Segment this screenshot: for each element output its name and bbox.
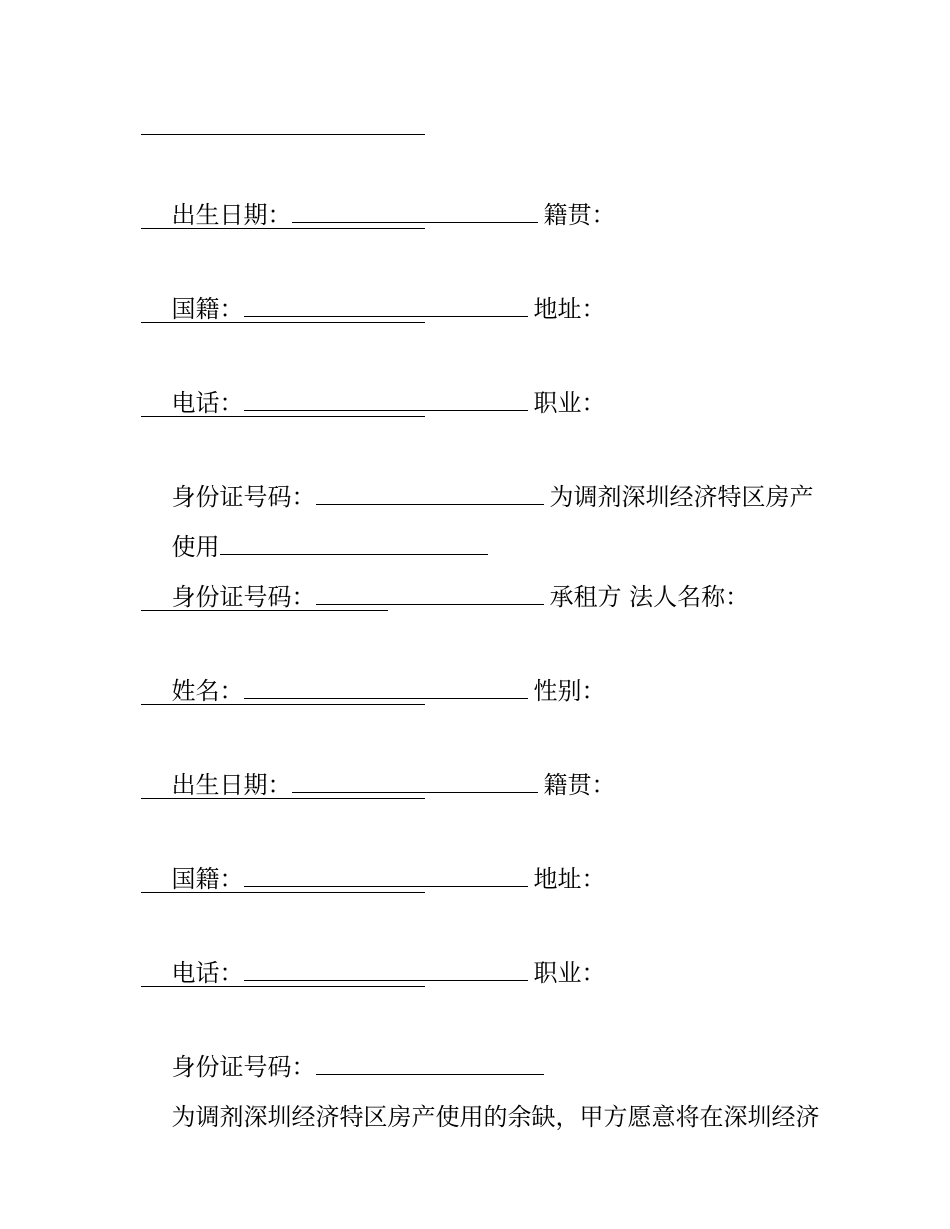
body-text: 为调剂深圳经济特区房产 (549, 483, 814, 511)
blank-underline (141, 134, 425, 135)
field-label: 身份证号码： (171, 1053, 316, 1081)
blank-underline (292, 792, 538, 793)
form-line-name (141, 631, 606, 705)
field-label: 职业： (533, 959, 606, 987)
form-line-nationality (141, 819, 606, 893)
blank-underline (141, 704, 425, 705)
field-label: 性别： (533, 677, 606, 705)
blank-underline (316, 604, 544, 605)
field-label: 承租方 法人名称： (549, 583, 750, 611)
body-paragraph (141, 1057, 820, 1131)
field-label: 籍贯： (543, 201, 616, 229)
field-label: 身份证号码： (171, 483, 316, 511)
field-label: 电话： (171, 389, 244, 417)
blank-underline (244, 980, 528, 981)
form-line-id-number (141, 1007, 544, 1081)
field-label: 国籍： (171, 295, 244, 323)
field-label: 身份证号码： (171, 583, 316, 611)
blank-underline (244, 316, 528, 317)
field-label: 姓名： (171, 677, 244, 705)
field-label: 职业： (533, 389, 606, 417)
form-line-birthdate (141, 725, 616, 799)
form-line-phone (141, 913, 606, 987)
blank-underline (244, 410, 528, 411)
field-label: 出生日期： (171, 201, 292, 229)
blank-underline (141, 986, 425, 987)
form-line-use (141, 487, 488, 561)
form-line-nationality (141, 249, 606, 323)
form-line-phone (141, 343, 606, 417)
field-label: 国籍： (171, 865, 244, 893)
form-line-id-number (141, 537, 750, 611)
field-label: 地址： (533, 295, 606, 323)
blank-underline (141, 322, 425, 323)
blank-underline (141, 228, 425, 229)
field-label: 电话： (171, 959, 244, 987)
blank-underline (141, 610, 388, 611)
blank-underline (141, 416, 425, 417)
field-label: 出生日期： (171, 771, 292, 799)
blank-underline (292, 222, 538, 223)
form-line-id-number (141, 437, 814, 511)
body-text: 为调剂深圳经济特区房产使用的余缺，甲方愿意将在深圳经济 (171, 1103, 820, 1131)
blank-underline (244, 886, 528, 887)
blank-underline (141, 798, 425, 799)
body-text: 使用 (171, 533, 220, 561)
blank-underline (141, 892, 425, 893)
form-line-birthdate (141, 155, 616, 229)
field-label: 地址： (533, 865, 606, 893)
blank-underline (244, 698, 528, 699)
field-label: 籍贯： (543, 771, 616, 799)
